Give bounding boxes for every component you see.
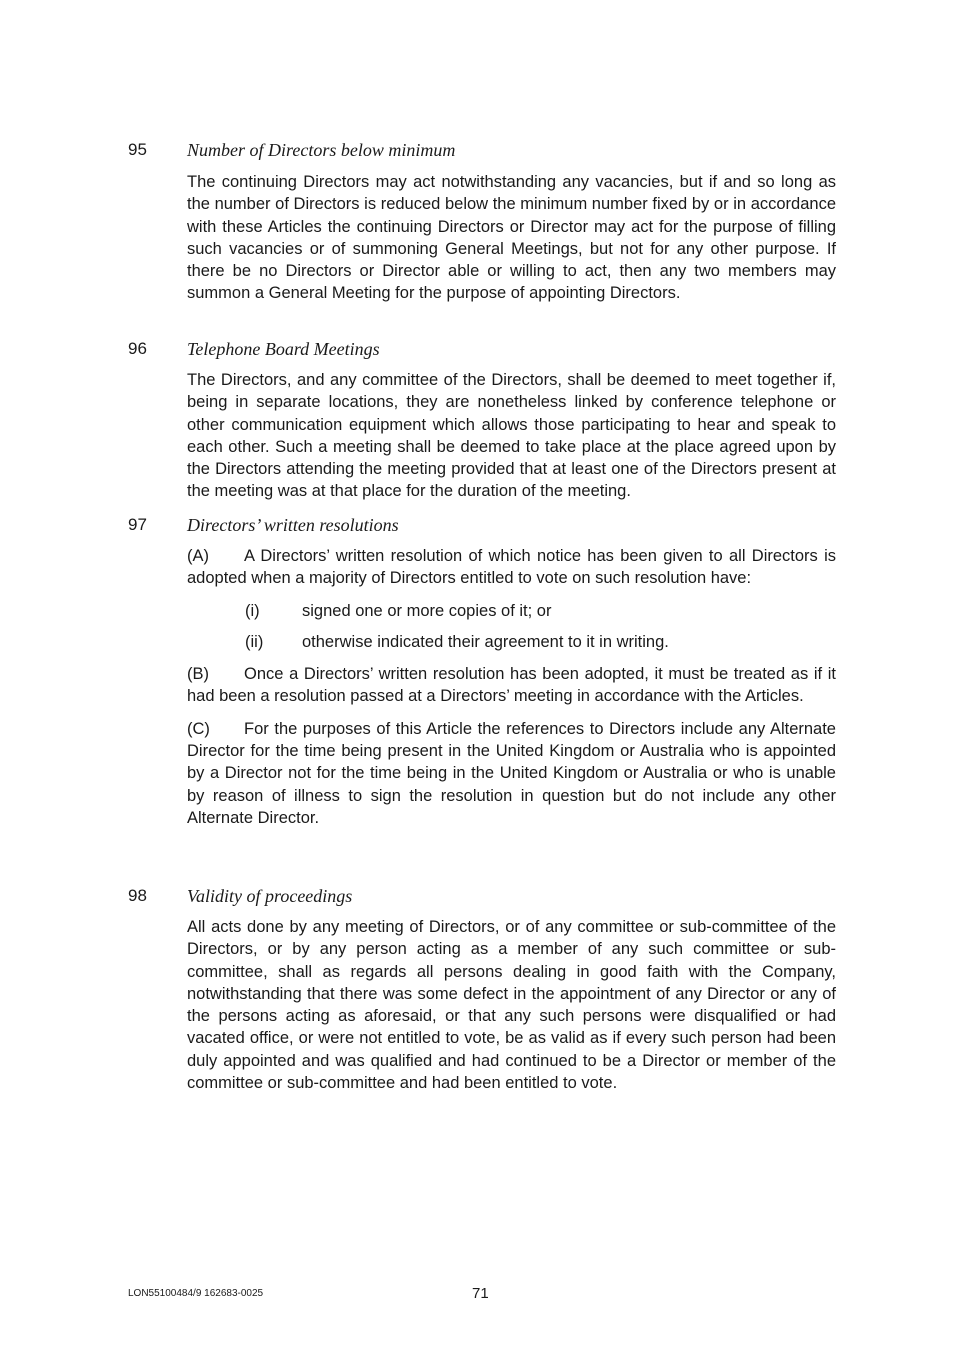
sub-item-label: (i) bbox=[245, 601, 260, 620]
document-reference: LON55100484/9 162683-0025 bbox=[128, 1288, 264, 1299]
paragraph-a bbox=[187, 545, 836, 590]
paragraph-label: (C) bbox=[187, 719, 210, 738]
paragraph-label: (A) bbox=[187, 547, 209, 565]
article-title: Telephone Board Meetings bbox=[187, 339, 380, 359]
article-number: 95 bbox=[128, 140, 147, 159]
paragraph-text: A Directors’ written resolution of which notice has been given to all Directors is adopted when a majority of Directors entitled to vote on such resolution have: bbox=[187, 547, 836, 588]
paragraph-c bbox=[187, 718, 836, 829]
paragraph-label: (B) bbox=[187, 665, 209, 684]
page-number: 71 bbox=[472, 1285, 489, 1302]
article-body bbox=[187, 369, 836, 503]
article-body bbox=[187, 545, 836, 829]
article-paragraph: The continuing Directors may act notwithstanding any vacancies, but if and so long as the number of Directors is reduced below the minimum number fixed by or in accordance with these Articles the continuing Directors or Director may act for the purpose of filling such vacancies or of summoning General Meetings, but not for any other purpose. If there be no Directors or Director able or willing to act, then any two members may summon a General Meeting for the purpose of appointing Directors. bbox=[187, 173, 836, 303]
paragraph-text: For the purposes of this Article the references to Directors include any Alternate Director for the time being present in the United Kingdom or Australia who is appointed by a Director not for the time being in the United Kingdom or Australia or who is unable by reason of illness to sign the resolution in question but do not include any other Alternate Director. bbox=[187, 719, 836, 827]
paragraph-b bbox=[187, 663, 836, 708]
sub-item-text: otherwise indicated their agreement to it in writing. bbox=[302, 632, 669, 651]
article-body bbox=[187, 171, 836, 305]
sub-item-i bbox=[187, 600, 836, 622]
sub-item-label: (ii) bbox=[245, 632, 264, 651]
article-number: 98 bbox=[128, 886, 147, 905]
article-paragraph: All acts done by any meeting of Directors, or of any committee or sub-committee of the Directors, or by any person acting as a member of any such committee or sub-committee, shall as regards all persons dealing in good faith with the Company, notwithstanding that there was some defect in the appointment of any Director or any of the persons acting as aforesaid, or that any such persons were disqualified or had vacated office, or were not entitled to vote, be as valid as if every such person had been duly appointed and was qualified and had continued to be a Director or member of the committee or sub-committee and had been entitled to vote. bbox=[187, 918, 836, 1093]
article-body bbox=[187, 916, 836, 1094]
article-title: Directors’ written resolutions bbox=[187, 515, 399, 535]
article-number: 97 bbox=[128, 515, 147, 534]
article-title: Number of Directors below minimum bbox=[187, 140, 456, 160]
paragraph-text: Once a Directors’ written resolution has been adopted, it must be treated as if it had been a resolution passed at a Directors’ meeting in accordance with the Articles. bbox=[187, 665, 836, 706]
sub-item-text: signed one or more copies of it; or bbox=[302, 601, 552, 620]
sub-item-ii bbox=[187, 631, 836, 653]
article-paragraph: The Directors, and any committee of the Directors, shall be deemed to meet together if, being in separate locations, they are nonetheless linked by conference telephone or other communication equipment which allows those participating to hear and speak to each other. Such a meeting shall be deemed to take place at the place agreed upon by the Directors attending the meeting provided that at least one of the Directors present at the meeting was at that place for the duration of the meeting. bbox=[187, 371, 836, 501]
article-number: 96 bbox=[128, 339, 147, 358]
article-title: Validity of proceedings bbox=[187, 886, 353, 906]
